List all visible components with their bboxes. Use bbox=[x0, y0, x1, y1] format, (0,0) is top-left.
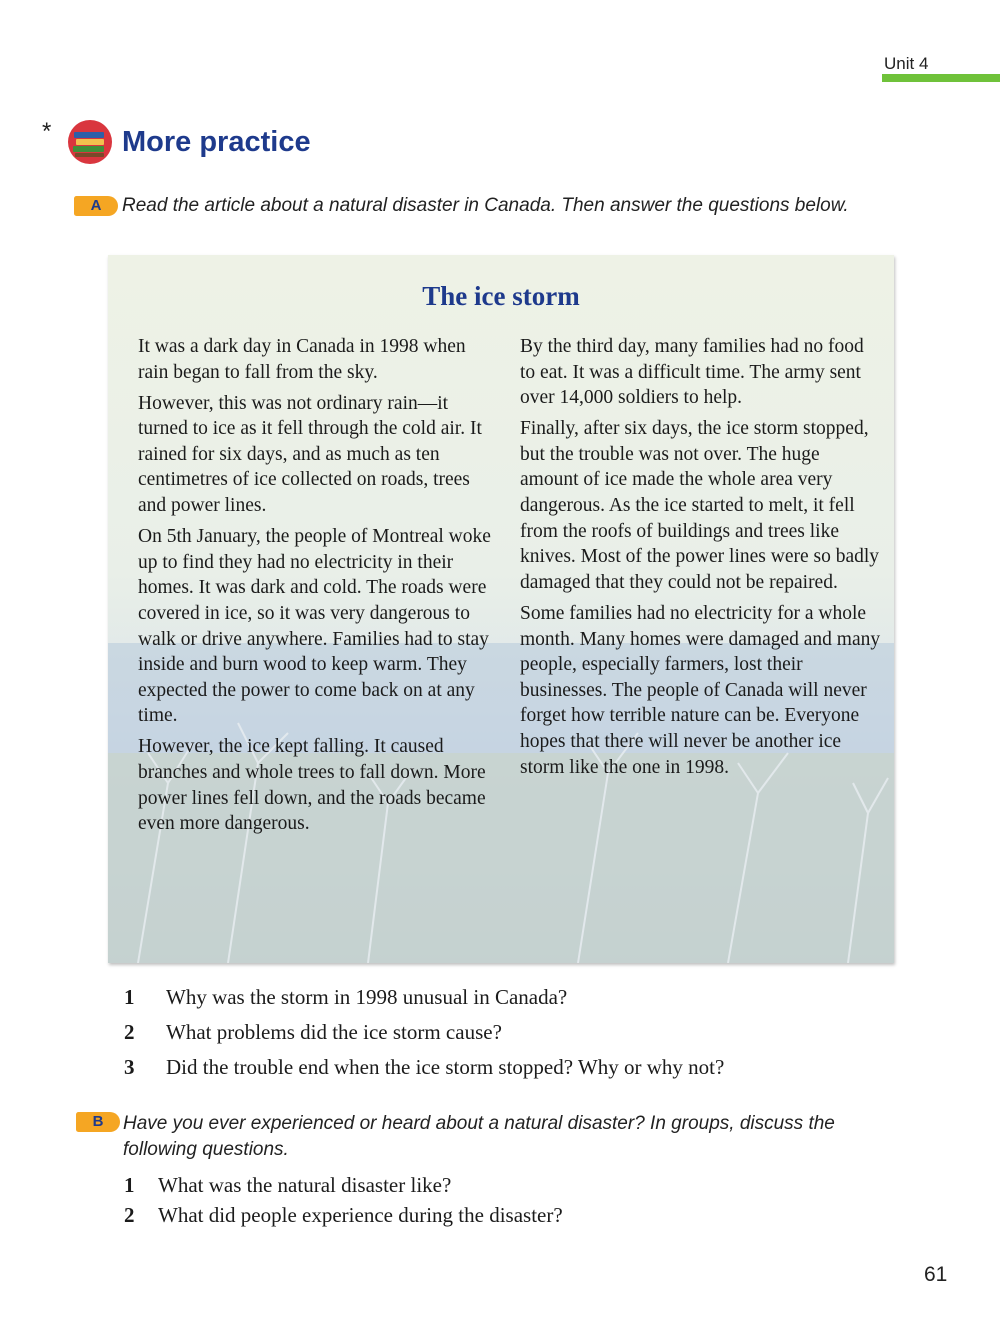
question-number: 2 bbox=[124, 1020, 135, 1044]
books-icon bbox=[62, 118, 118, 166]
question-text: What was the natural disaster like? bbox=[158, 1173, 452, 1197]
page-number: 61 bbox=[924, 1263, 948, 1286]
article-paragraph: However, the ice kept falling. It caused branches and whole trees to fall down. More power lines fell down, and the roads became even more dangerous. bbox=[138, 736, 486, 835]
part-b-badge: B bbox=[76, 1112, 120, 1132]
article-paragraph: By the third day, many families had no food to eat. It was a difficult time. The army sent over 14,000 soldiers to help. bbox=[520, 336, 864, 409]
unit-accent-bar bbox=[882, 74, 1000, 82]
article-right-column bbox=[520, 334, 882, 786]
article-paragraph: Finally, after six days, the ice storm stopped, but the trouble was not over. The huge amount of ice made the whole area very dangerous. As the ice started to melt, it fell from the roofs of buildings and trees like knives. Most of the power lines were so badly damaged that they could not be repaired. bbox=[520, 418, 880, 593]
unit-label: Unit 4 bbox=[884, 54, 929, 73]
question-text: What did people experience during the disaster? bbox=[158, 1203, 563, 1227]
article-paragraph: Some families had no electricity for a whole month. Many homes were damaged and many people, especially farmers, lost their businesses. The people of Canada will never forget how terrible nature can be. Everyone hopes that there will never be another ice storm like the one in 1998. bbox=[520, 602, 881, 778]
article-paragraph: It was a dark day in Canada in 1998 when rain began to fall from the sky. bbox=[138, 336, 466, 383]
article-paragraph: On 5th January, the people of Montreal woke up to find they had no electricity in their homes. It was dark and cold. The roads were covered in ice, so it was very dangerous to walk or drive anywhere. Families had to stay inside and burn wood to keep warm. They expected the power to come back on at any time. bbox=[138, 526, 491, 727]
article-title: The ice storm bbox=[422, 281, 580, 311]
article-left-column bbox=[138, 334, 500, 842]
part-a-badge: A bbox=[74, 196, 118, 216]
section-title: More practice bbox=[122, 126, 311, 158]
question-text: Why was the storm in 1998 unusual in Canada? bbox=[166, 985, 568, 1009]
question-number: 1 bbox=[124, 1173, 135, 1197]
part-a-instruction: Read the article about a natural disaster in Canada. Then answer the questions below. bbox=[122, 195, 849, 216]
question-number: 2 bbox=[124, 1203, 135, 1227]
question-text: Did the trouble end when the ice storm stopped? Why or why not? bbox=[166, 1055, 725, 1079]
part-b-instruction: Have you ever experienced or heard about a natural disaster? In groups, discuss the following questions. bbox=[123, 1113, 835, 1160]
asterisk-mark: * bbox=[42, 118, 52, 145]
question-number: 3 bbox=[124, 1055, 135, 1079]
article-paragraph: However, this was not ordinary rain—it turned to ice as it fell through the cold air. It rained for six days, and as much as ten centimetres of ice collected on roads, trees and power lines. bbox=[138, 392, 482, 517]
question-number: 1 bbox=[124, 985, 135, 1009]
question-text: What problems did the ice storm cause? bbox=[166, 1020, 502, 1044]
